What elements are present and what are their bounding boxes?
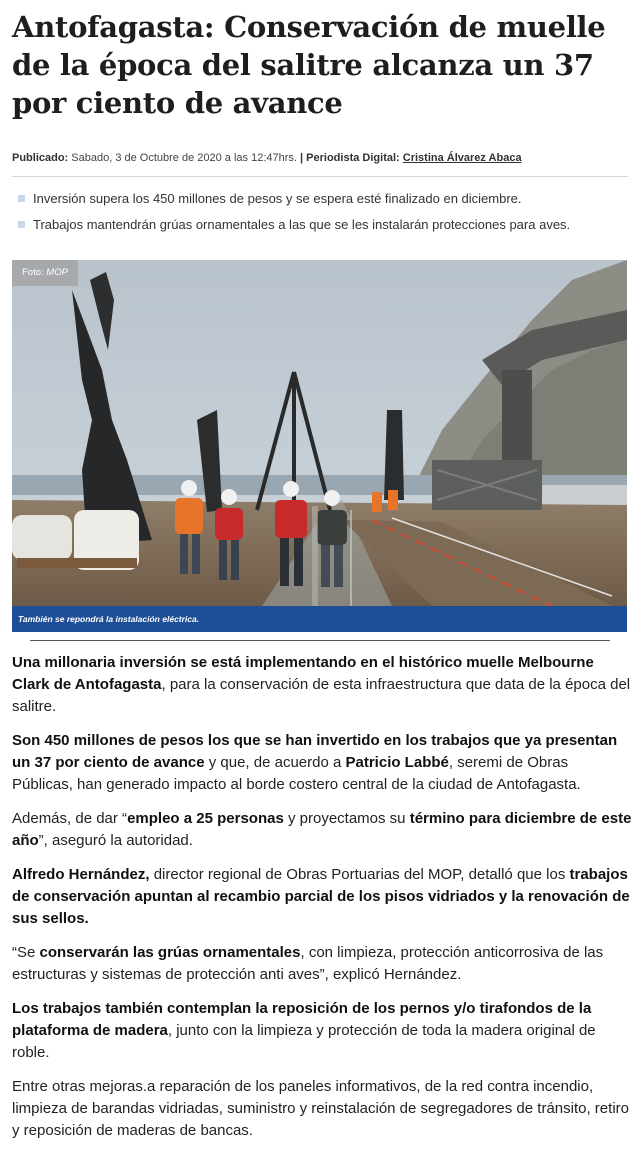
article-paragraph bbox=[12, 1076, 632, 1142]
author-label: Periodista Digital: bbox=[306, 152, 400, 164]
publish-date: Sabado, 3 de Octubre de 2020 a las 12:47hrs. bbox=[71, 152, 297, 164]
paragraph-text-run: Además, de dar “ bbox=[12, 810, 128, 827]
article-headline: Antofagasta: Conservación de muelle de la época del salitre alcanza un 37 por ciento de avance bbox=[12, 10, 606, 120]
paragraph-text-run: y proyectamos su bbox=[283, 810, 410, 827]
paragraph-bold-run: Los trabajos también contemplan la reposición de los pernos y/o tirafondos de la plataforma de madera bbox=[12, 1000, 592, 1039]
article-paragraph bbox=[12, 998, 632, 1064]
paragraph-text-run: , con limpieza, protección anticorrosiva de las estructuras y sistemas de protección anti aves”, explicó Hernández. bbox=[12, 944, 604, 983]
bullet-square-icon bbox=[18, 195, 25, 202]
paragraph-text-run: y que, de acuerdo a bbox=[204, 754, 346, 771]
paragraph-bold-run: Patricio Labbé bbox=[345, 754, 449, 771]
paragraph-text-run: ”, aseguró la autoridad. bbox=[38, 832, 193, 849]
summary-bullet bbox=[16, 190, 628, 207]
article-paragraph bbox=[12, 652, 632, 718]
photo-credit bbox=[12, 260, 78, 286]
paragraph-bold-run: empleo a 25 personas bbox=[127, 810, 284, 827]
article-body bbox=[12, 652, 632, 1154]
author-link[interactable]: Cristina Álvarez Abaca bbox=[402, 152, 522, 164]
byline-separator: | bbox=[300, 152, 304, 164]
paragraph-text-run: , para la conservación de esta infraestructura que data de la época del salitre. bbox=[12, 676, 631, 715]
byline bbox=[12, 151, 632, 165]
bullet-square-icon bbox=[18, 221, 25, 228]
article-paragraph bbox=[12, 864, 632, 930]
paragraph-bold-run: trabajos de conservación apuntan al recambio parcial de los pisos vidriados y la renovación de sus sellos. bbox=[12, 866, 630, 927]
paragraph-text-run: , seremi de Obras Públicas, han generado impacto al borde costero central de la ciudad de Antofagasta. bbox=[12, 754, 581, 793]
summary-bullet-text: Trabajos mantendrán grúas ornamentales a las que se les instalarán protecciones para aves. bbox=[33, 217, 571, 232]
divider bbox=[12, 176, 628, 177]
article-photo bbox=[12, 260, 627, 606]
photo-credit-label: Foto: bbox=[22, 267, 44, 278]
article-paragraph bbox=[12, 730, 632, 796]
summary-bullet-text: Inversión supera los 450 millones de pesos y se espera esté finalizado en diciembre. bbox=[33, 191, 522, 206]
article-paragraph bbox=[12, 942, 632, 986]
photo-credit-source: MOP bbox=[46, 267, 68, 278]
paragraph-bold-run: Alfredo Hernández, bbox=[12, 866, 150, 883]
paragraph-bold-run: Una millonaria inversión se está implementando en el histórico muelle Melbourne Clark de Antofagasta bbox=[12, 654, 594, 693]
paragraph-text-run: , junto con la limpieza y protección de toda la madera original de roble. bbox=[12, 1022, 596, 1061]
paragraph-text-run: director regional de Obras Portuarias del MOP, detalló que los bbox=[149, 866, 570, 883]
summary-bullet bbox=[16, 216, 628, 233]
paragraph-bold-run: término para diciembre de este año bbox=[12, 810, 632, 849]
published-label: Publicado: bbox=[12, 152, 69, 164]
summary-bullets bbox=[16, 190, 628, 242]
paragraph-text-run: “Se bbox=[12, 944, 40, 961]
photo-caption: También se repondrá la instalación eléctrica. bbox=[12, 606, 627, 632]
pier-photo-illustration bbox=[12, 260, 627, 606]
paragraph-bold-run: conservarán las grúas ornamentales bbox=[39, 944, 301, 961]
article-paragraph bbox=[12, 808, 632, 852]
divider bbox=[30, 640, 610, 641]
paragraph-text-run: Entre otras mejoras.a reparación de los paneles informativos, de la red contra incendio, limpieza de barandas vidriadas, suministro y reinstalación de segregadores de tránsito, retiro y reposición de maderas de bancas. bbox=[12, 1078, 629, 1139]
paragraph-bold-run: Son 450 millones de pesos los que se han invertido en los trabajos que ya presentan un 37 por ciento de avance bbox=[12, 732, 618, 771]
